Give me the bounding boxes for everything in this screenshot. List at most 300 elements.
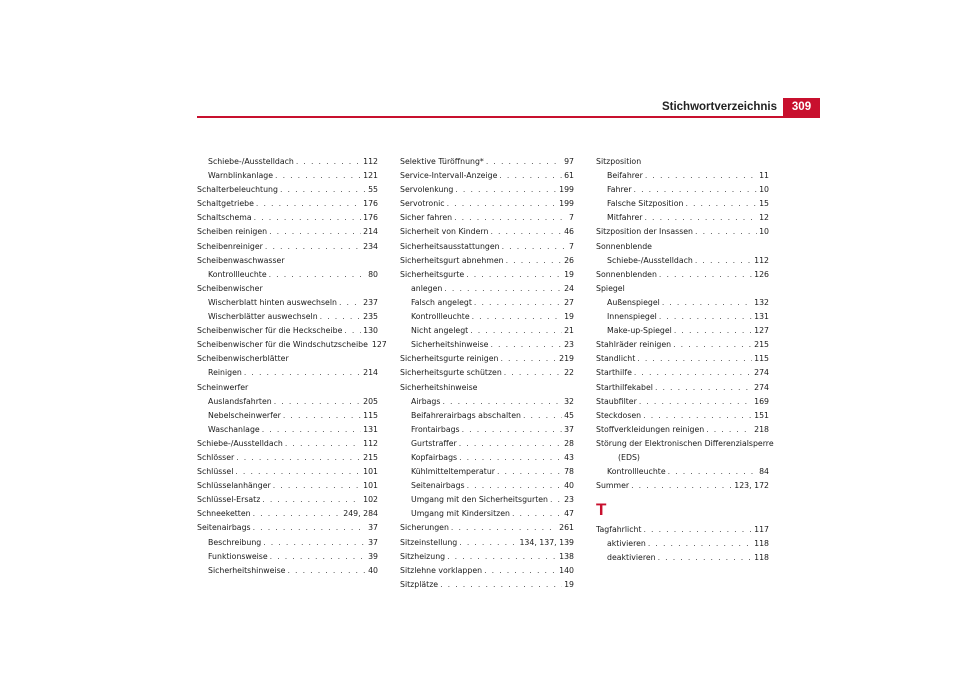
dot-leader — [256, 197, 361, 211]
index-entry-term: Schaltgetriebe — [197, 199, 254, 209]
index-entry[interactable] — [400, 183, 574, 197]
index-entry[interactable] — [197, 493, 378, 507]
index-entry-term: Schlüssel-Ersatz — [197, 495, 261, 505]
index-entry-page: 237 — [363, 297, 378, 307]
dot-leader — [236, 451, 361, 465]
dot-leader — [462, 423, 562, 437]
index-entry[interactable] — [197, 240, 378, 254]
dot-leader — [442, 395, 562, 409]
dot-leader — [470, 324, 562, 338]
index-subentry[interactable] — [197, 423, 378, 437]
index-entry-term: Scheiben reinigen — [197, 227, 268, 237]
dot-leader — [474, 296, 562, 310]
index-entry[interactable] — [596, 366, 769, 380]
index-entry-term: Scheibenreiniger — [197, 241, 263, 251]
index-subentry[interactable] — [400, 465, 574, 479]
index-subentry[interactable] — [197, 409, 378, 423]
index-entry-page: 28 — [564, 438, 574, 448]
dot-leader — [235, 465, 361, 479]
index-entry-term: Kontrollleuchte — [208, 269, 267, 279]
index-entry-page: 27 — [564, 297, 574, 307]
index-entry-term: Beifahrer — [607, 171, 643, 181]
index-entry-term: Schlösser — [197, 452, 235, 462]
index-entry-term: Scheibenwaschwasser — [197, 255, 285, 265]
index-entry-page: 19 — [564, 312, 574, 322]
dot-leader — [550, 493, 562, 507]
index-entry-page: 101 — [363, 467, 378, 477]
index-entry[interactable] — [197, 507, 378, 521]
index-entry[interactable] — [400, 366, 574, 380]
index-subentry[interactable] — [197, 155, 378, 169]
index-subentry[interactable] — [197, 268, 378, 282]
index-entry[interactable] — [400, 578, 574, 592]
index-entry[interactable] — [197, 338, 387, 352]
index-entry[interactable] — [400, 240, 574, 254]
dot-leader — [643, 409, 752, 423]
index-entry[interactable] — [197, 451, 378, 465]
index-entry[interactable] — [197, 479, 378, 493]
dot-leader — [644, 523, 753, 537]
index-entry-page: 131 — [754, 312, 769, 322]
index-entry-term: Beschreibung — [208, 537, 262, 547]
index-entry-page: 130 — [363, 326, 378, 336]
dot-leader — [344, 324, 361, 338]
index-entry-page: 112 — [754, 255, 769, 265]
index-entry-term: Umgang mit Kindersitzen — [411, 509, 510, 519]
index-section-letter: T — [596, 500, 607, 520]
index-entry-page: 47 — [564, 509, 574, 519]
index-entry-page: 199 — [559, 185, 574, 195]
index-entry-page: 22 — [564, 368, 574, 378]
dot-leader — [447, 550, 557, 564]
index-entry-term: Scheibenwischerblätter — [197, 354, 289, 364]
index-entry-page: 21 — [564, 326, 574, 336]
index-entry-term: Nicht angelegt — [411, 326, 469, 336]
index-entry-page: 37 — [564, 424, 574, 434]
index-subentry[interactable] — [197, 550, 378, 564]
index-entry-page: 11 — [759, 171, 769, 181]
dot-leader — [451, 521, 557, 535]
index-entry-page: 218 — [754, 424, 769, 434]
index-entry-page: 132 — [754, 297, 769, 307]
index-entry-term: deaktivieren — [607, 553, 656, 563]
index-entry-term: aktivieren — [607, 539, 646, 549]
index-entry-term: Kopfairbags — [411, 452, 458, 462]
index-entry[interactable] — [400, 197, 574, 211]
index-entry[interactable] — [400, 268, 574, 282]
dot-leader — [270, 550, 366, 564]
index-entry-term: Warnblinkanlage — [208, 171, 274, 181]
dot-leader — [695, 225, 757, 239]
index-entry-page: 15 — [759, 199, 769, 209]
index-entry-page: 126 — [754, 269, 769, 279]
index-subentry[interactable] — [197, 310, 378, 324]
index-entry-term: Schneeketten — [197, 509, 251, 519]
index-entry-term: Steckdosen — [596, 410, 642, 420]
index-entry-page: 37 — [368, 537, 378, 547]
index-entry-term: Stahlräder reinigen — [596, 340, 672, 350]
dot-leader — [244, 366, 361, 380]
index-subentry[interactable] — [197, 564, 378, 578]
index-entry-page: 121 — [363, 171, 378, 181]
index-entry-term: anlegen — [411, 283, 443, 293]
index-entry[interactable] — [596, 268, 769, 282]
index-entry[interactable] — [596, 479, 769, 493]
index-entry-page: 205 — [363, 396, 378, 406]
dot-leader — [658, 551, 752, 565]
index-entry-term: Summer — [596, 481, 630, 491]
index-entry-term: Sitzposition der Insassen — [596, 227, 694, 237]
index-entry-page: 32 — [564, 396, 574, 406]
index-entry-page: 215 — [363, 452, 378, 462]
dot-leader — [275, 169, 361, 183]
dot-leader — [484, 564, 557, 578]
index-entry-page: 84 — [759, 467, 769, 477]
index-entry-term: (EDS) — [618, 452, 640, 462]
index-entry-term: Sicherheitshinweise — [400, 382, 478, 392]
dot-leader — [662, 296, 752, 310]
dot-leader — [637, 352, 752, 366]
dot-leader — [634, 366, 752, 380]
index-entry-term: Mitfahrer — [607, 213, 643, 223]
index-entry-page: 112 — [363, 438, 378, 448]
dot-leader — [454, 211, 567, 225]
index-entry[interactable] — [596, 240, 769, 254]
dot-leader — [339, 296, 361, 310]
index-entry[interactable] — [197, 352, 378, 366]
index-subentry[interactable] — [400, 324, 574, 338]
index-entry-term: Schlüsselanhänger — [197, 481, 271, 491]
index-entry[interactable] — [197, 437, 378, 451]
index-entry-term: Schlüssel — [197, 467, 234, 477]
dot-leader — [320, 310, 361, 324]
header-rule — [197, 116, 820, 118]
index-entry[interactable] — [400, 381, 574, 395]
index-entry-term: Sicherheitsgurte schützen — [400, 368, 502, 378]
index-subentry[interactable] — [596, 310, 769, 324]
index-entry-term: Schalterbeleuchtung — [197, 185, 278, 195]
dot-leader — [685, 197, 757, 211]
index-entry-page: 199 — [559, 199, 574, 209]
page-number-badge: 309 — [783, 98, 820, 116]
dot-leader — [269, 268, 366, 282]
index-subentry[interactable] — [400, 451, 574, 465]
index-entry[interactable] — [596, 437, 774, 451]
index-column-1 — [197, 155, 387, 578]
dot-leader — [262, 423, 361, 437]
dot-leader — [274, 395, 361, 409]
index-entry-term: Stoffverkleidungen reinigen — [596, 424, 705, 434]
index-subentry[interactable] — [400, 493, 574, 507]
dot-leader — [444, 282, 562, 296]
index-entry[interactable] — [197, 197, 378, 211]
dot-leader — [674, 324, 752, 338]
dot-leader — [262, 493, 361, 507]
index-entry-page: 169 — [754, 396, 769, 406]
index-subentry[interactable] — [596, 183, 769, 197]
index-subentry[interactable] — [596, 211, 769, 225]
index-entry[interactable] — [596, 225, 769, 239]
index-entry[interactable] — [197, 183, 378, 197]
index-entry[interactable] — [400, 254, 574, 268]
index-entry[interactable] — [400, 169, 574, 183]
index-subentry[interactable] — [197, 536, 378, 550]
index-entry[interactable] — [197, 254, 378, 268]
index-subentry[interactable] — [596, 169, 769, 183]
dot-leader — [440, 578, 562, 592]
index-entry[interactable] — [197, 324, 378, 338]
index-entry-page: 215 — [754, 340, 769, 350]
index-entry[interactable] — [596, 523, 769, 537]
dot-leader — [466, 268, 562, 282]
index-entry-page: 12 — [759, 213, 769, 223]
dot-leader — [502, 240, 567, 254]
index-entry-term: Sonnenblenden — [596, 269, 657, 279]
index-subentry[interactable] — [400, 296, 574, 310]
dot-leader — [673, 338, 752, 352]
index-entry-term: Scheinwerfer — [197, 382, 249, 392]
index-entry-page: 46 — [564, 227, 574, 237]
index-subentry[interactable] — [400, 395, 574, 409]
index-entry[interactable] — [596, 423, 769, 437]
index-entry-page: 234 — [363, 241, 378, 251]
index-entry-term: Starthilfekabel — [596, 382, 653, 392]
index-entry-term: Sonnenblende — [596, 241, 652, 251]
index-entry-term: Kontrollleuchte — [607, 467, 666, 477]
index-entry[interactable] — [197, 211, 378, 225]
index-entry-term: Nebelscheinwerfer — [208, 410, 281, 420]
index-entry-term: Sitzheizung — [400, 551, 446, 561]
index-subentry[interactable] — [596, 324, 769, 338]
dot-leader — [265, 240, 361, 254]
index-entry-page: 23 — [564, 495, 574, 505]
index-entry-page: 97 — [564, 157, 574, 166]
index-entry-page: 134, 137, 139 — [519, 537, 574, 547]
index-entry-term: Spiegel — [596, 283, 625, 293]
index-entry[interactable] — [400, 564, 574, 578]
dot-leader — [447, 197, 558, 211]
dot-leader — [283, 409, 361, 423]
index-entry-page: 140 — [559, 565, 574, 575]
index-entry-term: Sitzplätze — [400, 579, 439, 589]
index-entry-term: Airbags — [411, 396, 441, 406]
dot-leader — [486, 155, 562, 169]
index-subentry[interactable] — [400, 338, 574, 352]
index-subentry[interactable] — [400, 409, 574, 423]
index-subentry[interactable] — [197, 366, 378, 380]
index-subentry[interactable] — [596, 197, 769, 211]
index-entry-term: Sicherheitsgurt abnehmen — [400, 255, 504, 265]
index-entry-page: 214 — [363, 227, 378, 237]
index-entry[interactable] — [197, 521, 378, 535]
index-entry[interactable] — [197, 465, 378, 479]
dot-leader — [706, 423, 752, 437]
dot-leader — [273, 479, 361, 493]
index-entry[interactable] — [596, 395, 769, 409]
index-entry-term: Starthilfe — [596, 368, 632, 378]
index-entry-page: 274 — [754, 368, 769, 378]
dot-leader — [668, 465, 757, 479]
index-entry-page: 55 — [368, 185, 378, 195]
index-entry-page: 10 — [759, 227, 769, 237]
index-entry-page: 43 — [564, 452, 574, 462]
index-entry-page: 19 — [564, 269, 574, 279]
index-entry-term: Sitzeinstellung — [400, 537, 458, 547]
index-subentry[interactable] — [596, 537, 769, 551]
index-entry-term: Falsch angelegt — [411, 297, 472, 307]
index-entry-term: Reinigen — [208, 368, 242, 378]
index-entry-page: 117 — [754, 525, 769, 535]
index-entry-term: Schiebe-/Ausstelldach — [208, 157, 294, 166]
index-entry-term: Servotronic — [400, 199, 445, 209]
index-entry-term: Sicherheit von Kindern — [400, 227, 489, 237]
index-entry-term: Sicherheitsgurte — [400, 269, 465, 279]
index-entry-term: Service-Intervall-Anzeige — [400, 171, 498, 181]
dot-leader — [467, 479, 562, 493]
index-entry-term: Sitzlehne vorklappen — [400, 565, 483, 575]
dot-leader — [254, 211, 361, 225]
index-entry[interactable] — [400, 211, 574, 225]
index-entry-page: 61 — [564, 171, 574, 181]
index-entry-term: Kontrollleuchte — [411, 312, 470, 322]
index-entry-term: Schaltschema — [197, 213, 252, 223]
index-entry-page: 102 — [363, 495, 378, 505]
index-entry-page: 118 — [754, 539, 769, 549]
index-entry-term: Tagfahrlicht — [596, 525, 642, 535]
index-entry-term: Außenspiegel — [607, 297, 660, 307]
index-entry-term: Sicherheitshinweise — [411, 340, 489, 350]
index-entry-term: Standlicht — [596, 354, 636, 364]
index-entry-term: Make-up-Spiegel — [607, 326, 672, 336]
index-entry[interactable] — [596, 451, 769, 465]
index-subentry[interactable] — [596, 551, 769, 565]
index-entry-term: Scheibenwischer für die Heckscheibe — [197, 326, 343, 336]
index-entry-term: Sicherungen — [400, 523, 449, 533]
dot-leader — [253, 507, 342, 521]
index-subentry[interactable] — [400, 423, 574, 437]
index-entry-term: Sicherheitsgurte reinigen — [400, 354, 499, 364]
index-entry-term: Innenspiegel — [607, 312, 657, 322]
index-entry-page: 112 — [363, 157, 378, 166]
index-entry[interactable] — [197, 381, 378, 395]
index-entry-page: 261 — [559, 523, 574, 533]
index-entry-term: Sicherheitsausstattungen — [400, 241, 500, 251]
index-entry[interactable] — [596, 155, 769, 169]
index-entry-page: 127 — [754, 326, 769, 336]
index-entry-page: 26 — [564, 255, 574, 265]
index-entry-term: Auslandsfahrten — [208, 396, 272, 406]
dot-leader — [296, 155, 361, 169]
index-entry-page: 7 — [569, 213, 574, 223]
index-subentry[interactable] — [400, 282, 574, 296]
index-subentry[interactable] — [400, 479, 574, 493]
index-entry[interactable] — [400, 550, 574, 564]
dot-leader — [631, 479, 732, 493]
index-entry-page: 123, 172 — [734, 481, 769, 491]
dot-leader — [523, 409, 562, 423]
index-entry-page: 10 — [759, 185, 769, 195]
dot-leader — [504, 366, 562, 380]
index-entry[interactable] — [400, 536, 574, 550]
index-entry-term: Störung der Elektronischen Differenzialsperre — [596, 438, 774, 448]
index-entry-page: 78 — [564, 467, 574, 477]
index-subentry[interactable] — [400, 507, 574, 521]
index-entry-page: 39 — [368, 551, 378, 561]
index-entry[interactable] — [197, 282, 378, 296]
index-entry[interactable] — [400, 521, 574, 535]
dot-leader — [287, 564, 366, 578]
index-entry[interactable] — [596, 381, 769, 395]
index-entry-page: 131 — [363, 424, 378, 434]
index-entry[interactable] — [596, 409, 769, 423]
dot-leader — [655, 381, 752, 395]
index-entry-term: Staubfilter — [596, 396, 637, 406]
index-subentry[interactable] — [197, 169, 378, 183]
dot-leader — [639, 395, 752, 409]
index-subentry[interactable] — [596, 296, 769, 310]
index-entry[interactable] — [596, 352, 769, 366]
index-subentry[interactable] — [400, 437, 574, 451]
dot-leader — [269, 225, 361, 239]
index-entry-term: Selektive Türöffnung* — [400, 157, 484, 166]
dot-leader — [253, 521, 366, 535]
index-entry-page: 127 — [371, 340, 387, 350]
index-entry-page: 138 — [559, 551, 574, 561]
index-entry-term: Seitenairbags — [197, 523, 251, 533]
index-entry-term: Seitenairbags — [411, 481, 465, 491]
index-entry-page: 80 — [368, 269, 378, 279]
index-entry[interactable] — [596, 282, 769, 296]
index-entry-term: Gurtstraffer — [411, 438, 457, 448]
index-entry-term: Falsche Sitzposition — [607, 199, 684, 209]
index-entry-page: 151 — [754, 410, 769, 420]
index-entry-term: Sicher fahren — [400, 213, 453, 223]
index-entry-term: Servolenkung — [400, 185, 454, 195]
index-entry[interactable] — [596, 338, 769, 352]
index-entry-term: Funktionsweise — [208, 551, 268, 561]
index-subentry[interactable] — [400, 310, 574, 324]
dot-leader — [634, 183, 758, 197]
index-entry-page: 37 — [368, 523, 378, 533]
index-entry[interactable] — [400, 155, 574, 169]
index-entry-page: 274 — [754, 382, 769, 392]
dot-leader — [263, 536, 366, 550]
index-subentry[interactable] — [596, 254, 769, 268]
dot-leader — [645, 169, 757, 183]
index-entry-page: 249, 284 — [343, 509, 378, 519]
dot-leader — [500, 352, 557, 366]
index-entry-term: Scheibenwischer für die Windschutzscheibe — [197, 340, 368, 350]
index-subentry[interactable] — [197, 296, 378, 310]
index-entry-term: Waschanlage — [208, 424, 260, 434]
dot-leader — [455, 183, 557, 197]
index-entry[interactable] — [400, 225, 574, 239]
dot-leader — [490, 225, 562, 239]
index-entry-page: 40 — [564, 481, 574, 491]
dot-leader — [472, 310, 562, 324]
index-subentry[interactable] — [197, 395, 378, 409]
dot-leader — [280, 183, 366, 197]
index-entry-term: Sicherheitshinweise — [208, 565, 286, 575]
index-entry[interactable] — [400, 352, 574, 366]
index-subentry[interactable] — [596, 465, 769, 479]
index-entry-page: 176 — [363, 199, 378, 209]
dot-leader — [644, 211, 757, 225]
index-entry-page: 115 — [363, 410, 378, 420]
index-entry[interactable] — [197, 225, 378, 239]
index-entry-term: Beifahrerairbags abschalten — [411, 410, 521, 420]
dot-leader — [512, 507, 562, 521]
